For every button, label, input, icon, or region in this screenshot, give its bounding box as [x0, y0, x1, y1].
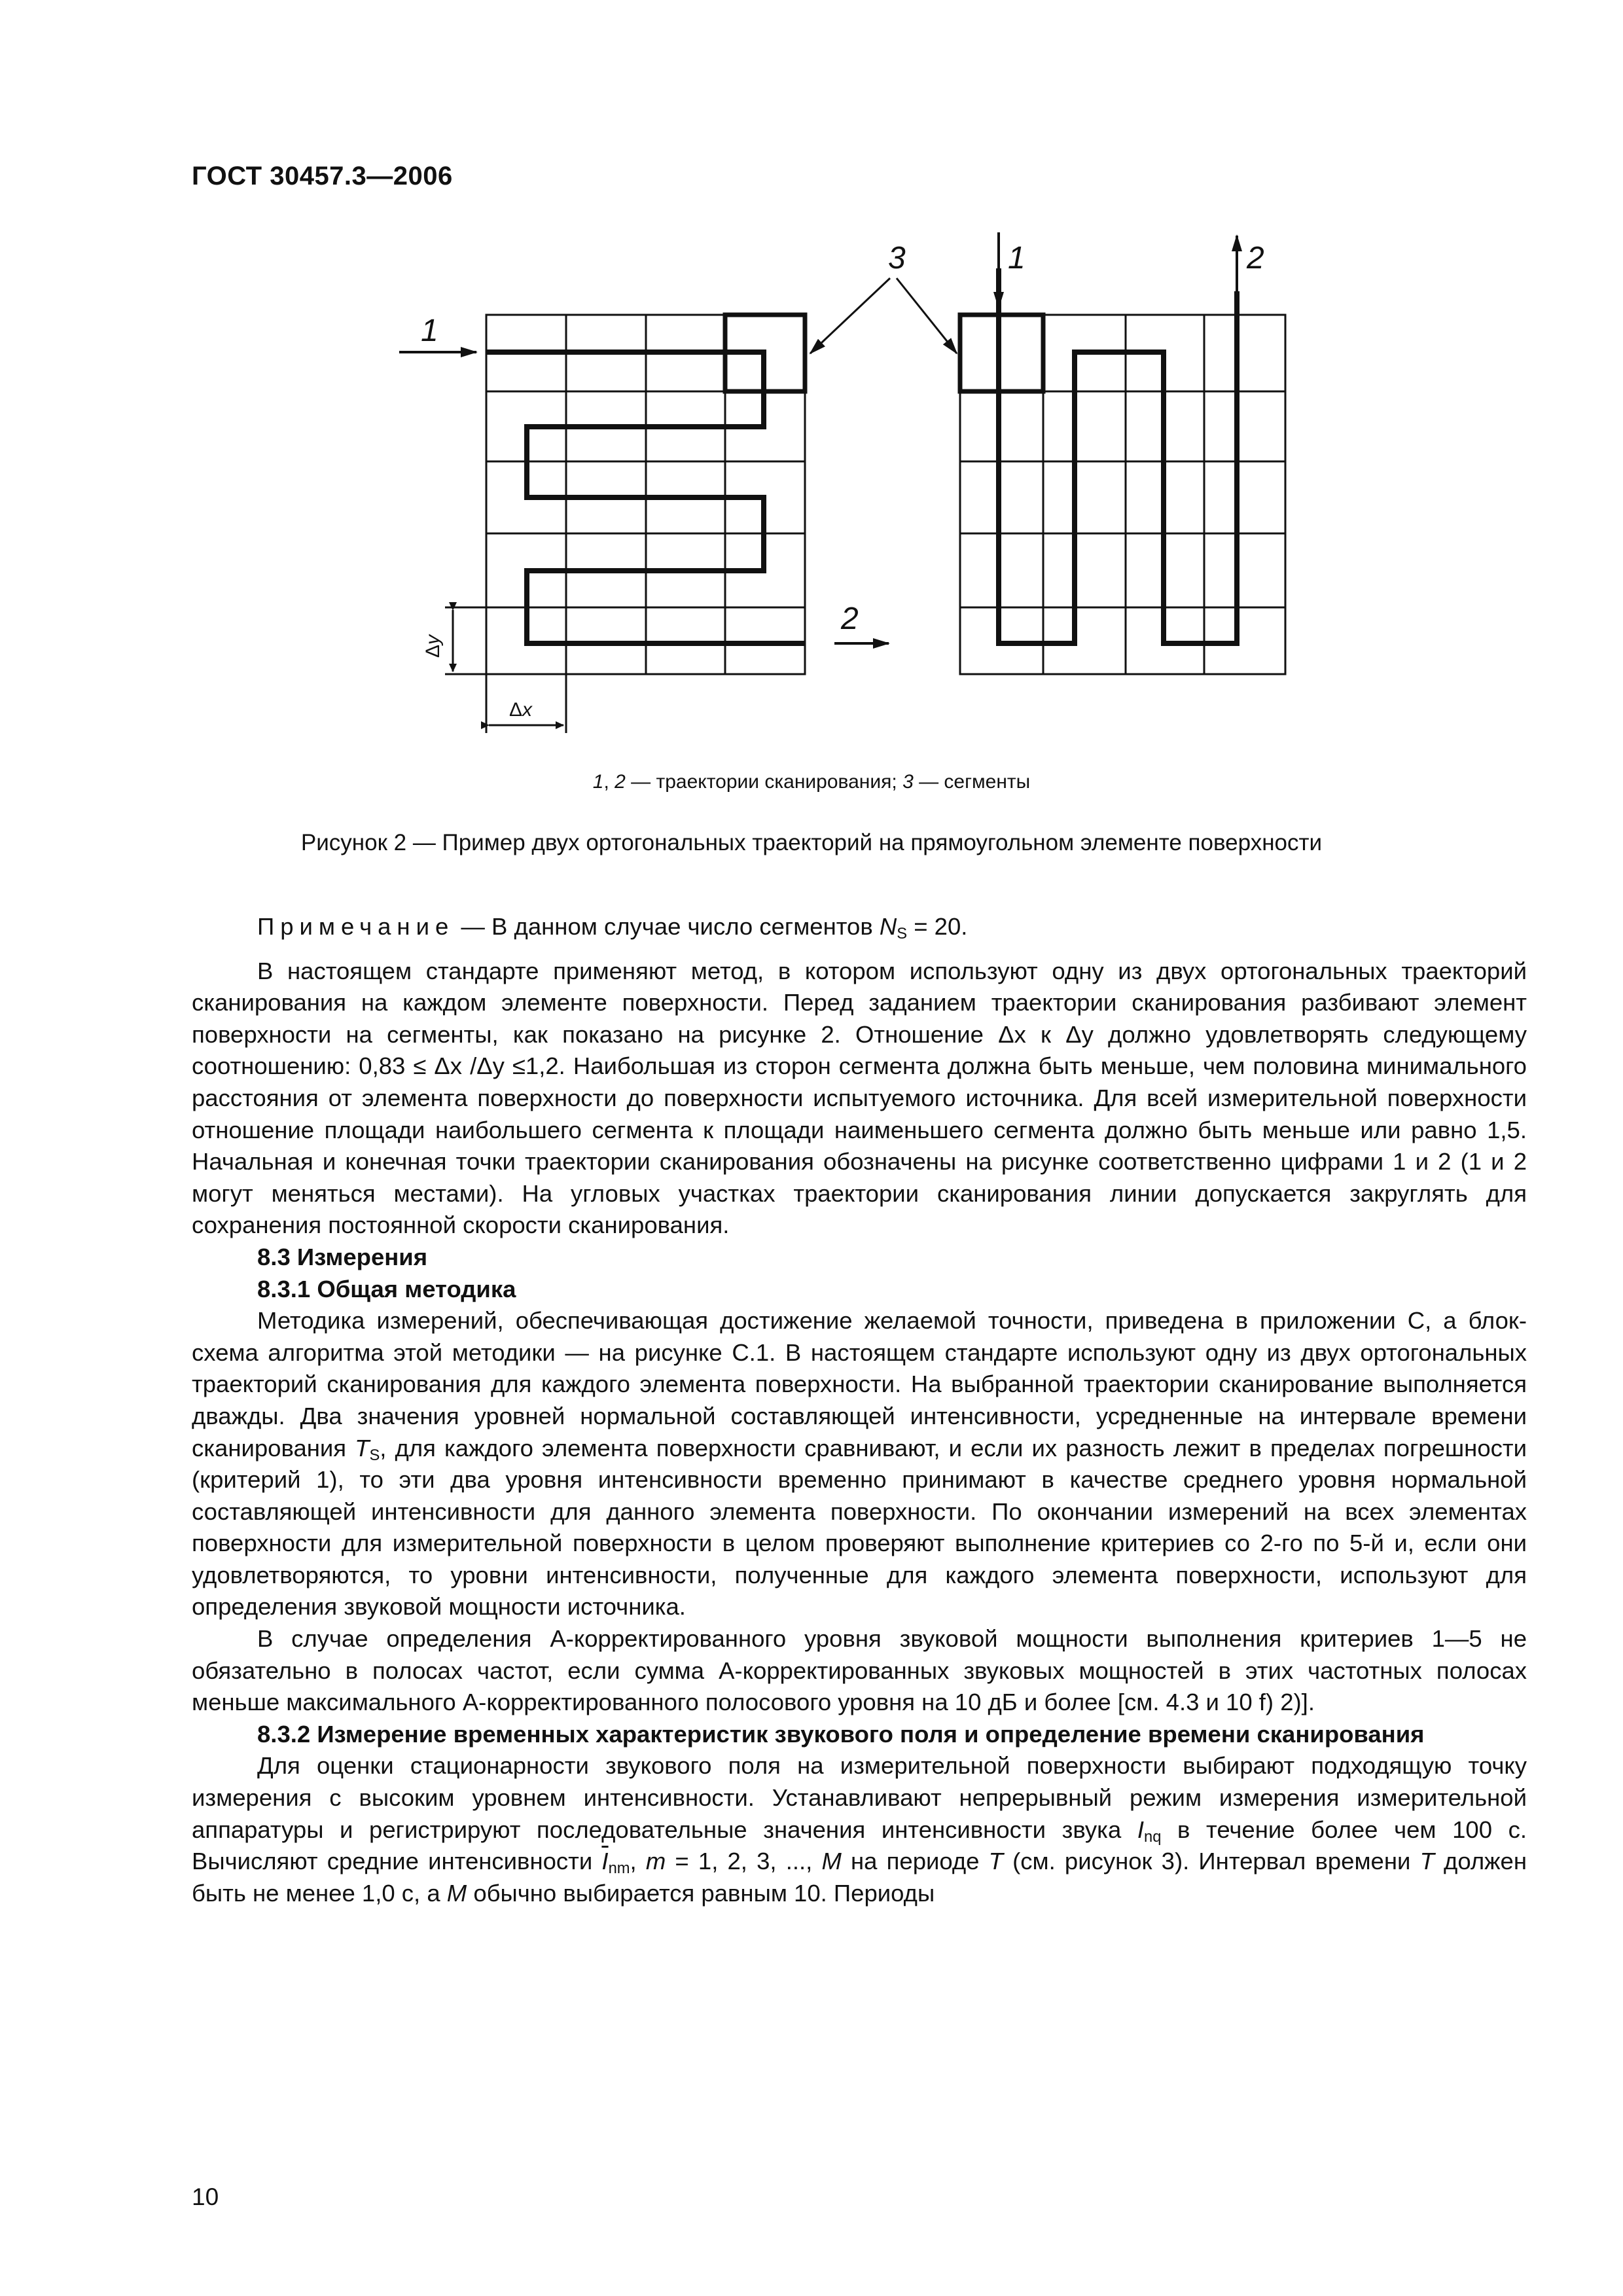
delta-y-dimension — [445, 607, 486, 674]
document-header: ГОСТ 30457.3—2006 — [192, 162, 453, 190]
section-heading-8-3-2: 8.3.2 Измерение временных характеристик звукового поля и определение времени сканирования — [257, 1720, 1425, 1748]
section-heading-8-3: 8.3 Измерения — [257, 1243, 428, 1270]
paragraph-a-weighted: В случае определения А-корректированного уровня звуковой мощности выполнения критериев 1—5 не обязательно в полосах частот, если сумма А-корректированных звуковых мощностей в этих частотных полосах меньше максимального А-корректированного полосового уровня на 10 дБ и более [см. 4.3 и 10 f) 2)]. — [192, 1625, 1527, 1716]
body-text — [192, 911, 1527, 1909]
left-segment-grid — [486, 315, 805, 674]
page-number: 10 — [192, 2183, 219, 2210]
callout-line-right — [897, 278, 957, 353]
delta-x-label: Δx — [509, 699, 533, 721]
callout-line-left — [810, 278, 890, 353]
label-right-start-1: 1 — [1008, 241, 1026, 276]
label-right-end-2: 2 — [1247, 241, 1264, 276]
delta-y-label: Δy — [422, 634, 444, 658]
section-heading-8-3-1: 8.3.1 Общая методика — [257, 1275, 516, 1302]
figure-caption: Рисунок 2 — Пример двух ортогональных траекторий на прямоугольном элементе поверхности — [300, 830, 1323, 855]
paragraph-scanning-method: В настоящем стандарте применяют метод, в котором используют одну из двух ортогональных траекторий сканирования на каждом элементе поверхности. Перед заданием траектории сканирования разбивают элемент поверхности на сегменты, как показано на рисунке 2. Отношение Δx к Δy должно удовлетворять следующему соотношению: 0,83 ≤ Δx /Δy ≤1,2. Наибольшая из сторон сегмента должна быть меньше, чем половина минимального расстояния от элемента поверхности до поверхности испытуемого источника. Для всей измерительной поверхности отношение площади наибольшего сегмента к площади наименьшего сегмента должно быть меньше или равно 1,5. Начальная и конечная точки траектории сканирования обозначены на рисунке соответственно цифрами 1 и 2 (1 и 2 могут меняться местами). На угловых участках траектории сканирования линии допускается закруглять для сохранения постоянной скорости сканирования. — [192, 957, 1527, 1239]
scanning-trajectories-figure — [0, 0, 1623, 812]
label-left-end-2: 2 — [841, 601, 859, 636]
note: Примечание — В данном случае число сегментов $N_S = 20$. — [257, 913, 968, 942]
figure-legend: 1, 2 — траектории сканирования; 3 — сегменты — [592, 771, 1031, 793]
right-scan-trajectory — [999, 268, 1237, 643]
paragraph-general-method: Методика измерений, обеспечивающая достижение желаемой точности, приведена в приложении С, а блок-схема алгоритма этой методики — на рисунке С.1. В настоящем стандарте используют одну из двух ортогональных траекторий сканирования для каждого элемента поверхности. На выбранной траектории сканирование выполняется дважды. Два значения уровней нормальной составляющей интенсивности, усредненные на интервале времени сканирования $T_S$, для каждого элемента поверхности сравнивают, и если их разность лежит в пределах погрешности (критерий 1), то эти два уровня интенсивности временно принимают в качестве среднего уровня нормальной составляющей интенсивности для данного элемента поверхности. По окончании измерений на всех элементах поверхности для измерительной поверхности в целом проверяют выполнение критериев со 2-го по 5-й и, если они удовлетворяются, то уровни интенсивности, полученные для каждого элемента поверхности, используют для определения звуковой мощности источника. — [192, 1307, 1527, 1621]
label-segments-3: 3 — [888, 241, 906, 276]
right-highlighted-segment — [960, 315, 1043, 391]
paragraph-field-stationarity: Для оценки стационарности звукового поля на измерительной поверхности выбирают подходящую точку измерения с высоким уровнем интенсивности. Устанавливают непрерывный режим измерения измерительной аппаратуры и регистрируют последовательные значения интенсивности звука $I_{nq}$ в течение более чем 100 с. Вычисляют средние интенсивности $\overline{I}_{nm}$, m = 1, 2, 3, ..., M на периоде T (см. рисунок 3). Интервал времени T должен быть не менее 1,0 с, а M обычно выбирается равным 10. Периоды — [192, 1752, 1527, 1907]
label-left-start-1: 1 — [421, 314, 438, 348]
